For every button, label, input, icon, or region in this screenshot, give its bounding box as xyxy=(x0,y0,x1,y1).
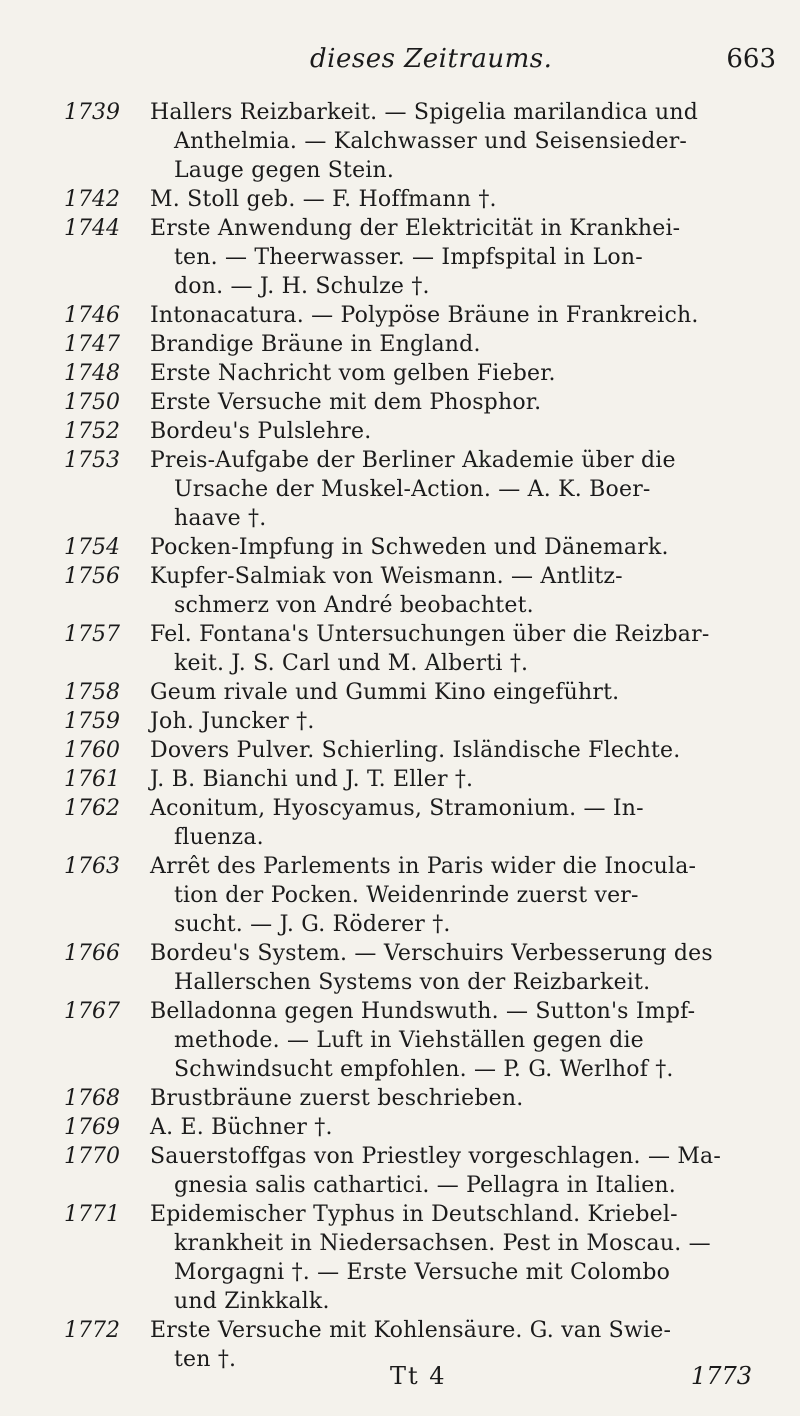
entry-line: methode. — Luft in Viehställen gegen die xyxy=(174,1028,644,1053)
entry-line: Pocken-Impfung in Schweden und Dänemark. xyxy=(150,535,669,560)
entry-text xyxy=(150,98,764,185)
chronology-entry xyxy=(0,330,800,359)
entry-line: Epidemischer Typhus in Deutschland. Kriebel- xyxy=(150,1202,678,1227)
entry-text xyxy=(150,185,764,214)
entry-text xyxy=(150,1113,764,1142)
chronology-entry xyxy=(0,562,800,620)
chronology-entry xyxy=(0,939,800,997)
entry-text xyxy=(150,620,764,678)
chronology-entry xyxy=(0,417,800,446)
entry-year: 1754 xyxy=(64,535,120,560)
entry-line: Hallerschen Systems von der Reizbarkeit. xyxy=(174,970,651,995)
entry-year: 1772 xyxy=(64,1318,120,1343)
chronology-entry xyxy=(0,185,800,214)
chronology-list xyxy=(0,98,800,1374)
entry-line: keit. J. S. Carl und M. Alberti †. xyxy=(174,651,529,676)
entry-line: Bordeu's System. — Verschuirs Verbesserung des xyxy=(150,941,713,966)
entry-text xyxy=(150,1142,764,1200)
entry-year: 1762 xyxy=(64,796,120,821)
entry-line: A. E. Büchner †. xyxy=(150,1115,333,1140)
entry-year: 1770 xyxy=(64,1144,120,1169)
entry-year: 1746 xyxy=(64,303,120,328)
entry-line: Hallers Reizbarkeit. — Spigelia marilandica und xyxy=(150,100,699,125)
entry-line: Erste Nachricht vom gelben Fieber. xyxy=(150,361,556,386)
entry-year: 1756 xyxy=(64,564,120,589)
page-footer xyxy=(0,1362,800,1402)
entry-text xyxy=(150,446,764,533)
entry-year: 1769 xyxy=(64,1115,120,1140)
entry-line: sucht. — J. G. Röderer †. xyxy=(174,912,451,937)
chronology-entry xyxy=(0,446,800,533)
entry-year: 1752 xyxy=(64,419,120,444)
entry-year: 1757 xyxy=(64,622,120,647)
entry-text xyxy=(150,417,764,446)
entry-year: 1761 xyxy=(64,767,120,792)
chronology-entry xyxy=(0,765,800,794)
entry-line: Intonacatura. — Polypöse Bräune in Frankreich. xyxy=(150,303,699,328)
entry-line: und Zinkkalk. xyxy=(174,1289,330,1314)
entry-year: 1763 xyxy=(64,854,120,879)
chronology-entry xyxy=(0,214,800,301)
entry-line: Geum rivale und Gummi Kino eingeführt. xyxy=(150,680,620,705)
entry-year: 1739 xyxy=(64,100,120,125)
entry-year: 1771 xyxy=(64,1202,120,1227)
chronology-entry xyxy=(0,1113,800,1142)
entry-year: 1758 xyxy=(64,680,120,705)
entry-year: 1747 xyxy=(64,332,120,357)
chronology-entry xyxy=(0,1084,800,1113)
entry-line: don. — J. H. Schulze †. xyxy=(174,274,430,299)
entry-line: tion der Pocken. Weidenrinde zuerst ver- xyxy=(174,883,639,908)
entry-line: Morgagni †. — Erste Versuche mit Colombo xyxy=(174,1260,671,1285)
chronology-entry xyxy=(0,707,800,736)
chronology-entry xyxy=(0,388,800,417)
entry-line: Anthelmia. — Kalchwasser und Seisensieder- xyxy=(174,129,688,154)
chronology-entry xyxy=(0,1142,800,1200)
entry-year: 1766 xyxy=(64,941,120,966)
entry-line: Sauerstoffgas von Priestley vorgeschlagen. — Ma- xyxy=(150,1144,722,1169)
entry-line: ten. — Theerwasser. — Impfspital in Lon- xyxy=(174,245,643,270)
entry-text xyxy=(150,765,764,794)
chronology-entry xyxy=(0,533,800,562)
entry-text xyxy=(150,388,764,417)
entry-line: haave †. xyxy=(174,506,267,531)
signature-mark: Tt 4 xyxy=(390,1362,447,1390)
entry-text xyxy=(150,852,764,939)
entry-text xyxy=(150,678,764,707)
entry-line: Aconitum, Hyoscyamus, Stramonium. — In- xyxy=(150,796,644,821)
entry-text xyxy=(150,707,764,736)
running-title: dieses Zeitraums. xyxy=(310,44,553,74)
entry-line: fluenza. xyxy=(174,825,264,850)
entry-line: Schwindsucht empfohlen. — P. G. Werlhof †. xyxy=(174,1057,674,1082)
entry-year: 1768 xyxy=(64,1086,120,1111)
entry-line: ten †. xyxy=(174,1347,237,1372)
chronology-entry xyxy=(0,678,800,707)
entry-year: 1767 xyxy=(64,999,120,1024)
entry-line: Erste Anwendung der Elektricität in Krankhei- xyxy=(150,216,681,241)
entry-text xyxy=(150,330,764,359)
entry-text xyxy=(150,1200,764,1316)
entry-text xyxy=(150,1084,764,1113)
entry-line: Brandige Bräune in England. xyxy=(150,332,481,357)
entry-line: Fel. Fontana's Untersuchungen über die Reizbar- xyxy=(150,622,710,647)
entry-text xyxy=(150,214,764,301)
entry-text xyxy=(150,533,764,562)
entry-year: 1744 xyxy=(64,216,120,241)
entry-line: gnesia salis cathartici. — Pellagra in Italien. xyxy=(174,1173,676,1198)
entry-line: J. B. Bianchi und J. T. Eller †. xyxy=(150,767,474,792)
entry-line: Ursache der Muskel-Action. — A. K. Boer- xyxy=(174,477,651,502)
entry-text xyxy=(150,359,764,388)
entry-year: 1748 xyxy=(64,361,120,386)
entry-line: Brustbräune zuerst beschrieben. xyxy=(150,1086,524,1111)
page-number: 663 xyxy=(726,44,776,74)
entry-text xyxy=(150,562,764,620)
entry-year: 1759 xyxy=(64,709,120,734)
chronology-entry xyxy=(0,997,800,1084)
chronology-entry xyxy=(0,1200,800,1316)
chronology-entry xyxy=(0,794,800,852)
entry-line: Preis-Aufgabe der Berliner Akademie über die xyxy=(150,448,676,473)
entry-line: M. Stoll geb. — F. Hoffmann †. xyxy=(150,187,497,212)
entry-text xyxy=(150,997,764,1084)
entry-line: Erste Versuche mit dem Phosphor. xyxy=(150,390,542,415)
chronology-entry xyxy=(0,736,800,765)
chronology-entry xyxy=(0,301,800,330)
entry-line: Erste Versuche mit Kohlensäure. G. van Swie- xyxy=(150,1318,672,1343)
entry-line: schmerz von André beobachtet. xyxy=(174,593,534,618)
entry-line: Bordeu's Pulslehre. xyxy=(150,419,372,444)
entry-text xyxy=(150,939,764,997)
entry-year: 1760 xyxy=(64,738,120,763)
entry-line: Belladonna gegen Hundswuth. — Sutton's Impf- xyxy=(150,999,696,1024)
entry-line: Dovers Pulver. Schierling. Isländische Flechte. xyxy=(150,738,681,763)
entry-year: 1742 xyxy=(64,187,120,212)
entry-year: 1750 xyxy=(64,390,120,415)
entry-line: Joh. Juncker †. xyxy=(150,709,315,734)
entry-year: 1753 xyxy=(64,448,120,473)
catchword: 1773 xyxy=(690,1362,752,1390)
entry-line: krankheit in Niedersachsen. Pest in Moscau. — xyxy=(174,1231,711,1256)
chronology-entry xyxy=(0,98,800,185)
page-header xyxy=(0,44,800,84)
entry-line: Lauge gegen Stein. xyxy=(174,158,395,183)
entry-line: Kupfer-Salmiak von Weismann. — Antlitz- xyxy=(150,564,623,589)
chronology-entry xyxy=(0,620,800,678)
entry-text xyxy=(150,794,764,852)
chronology-entry xyxy=(0,852,800,939)
chronology-entry xyxy=(0,359,800,388)
entry-text xyxy=(150,301,764,330)
entry-text xyxy=(150,736,764,765)
entry-line: Arrêt des Parlements in Paris wider die Inocula- xyxy=(150,854,697,879)
